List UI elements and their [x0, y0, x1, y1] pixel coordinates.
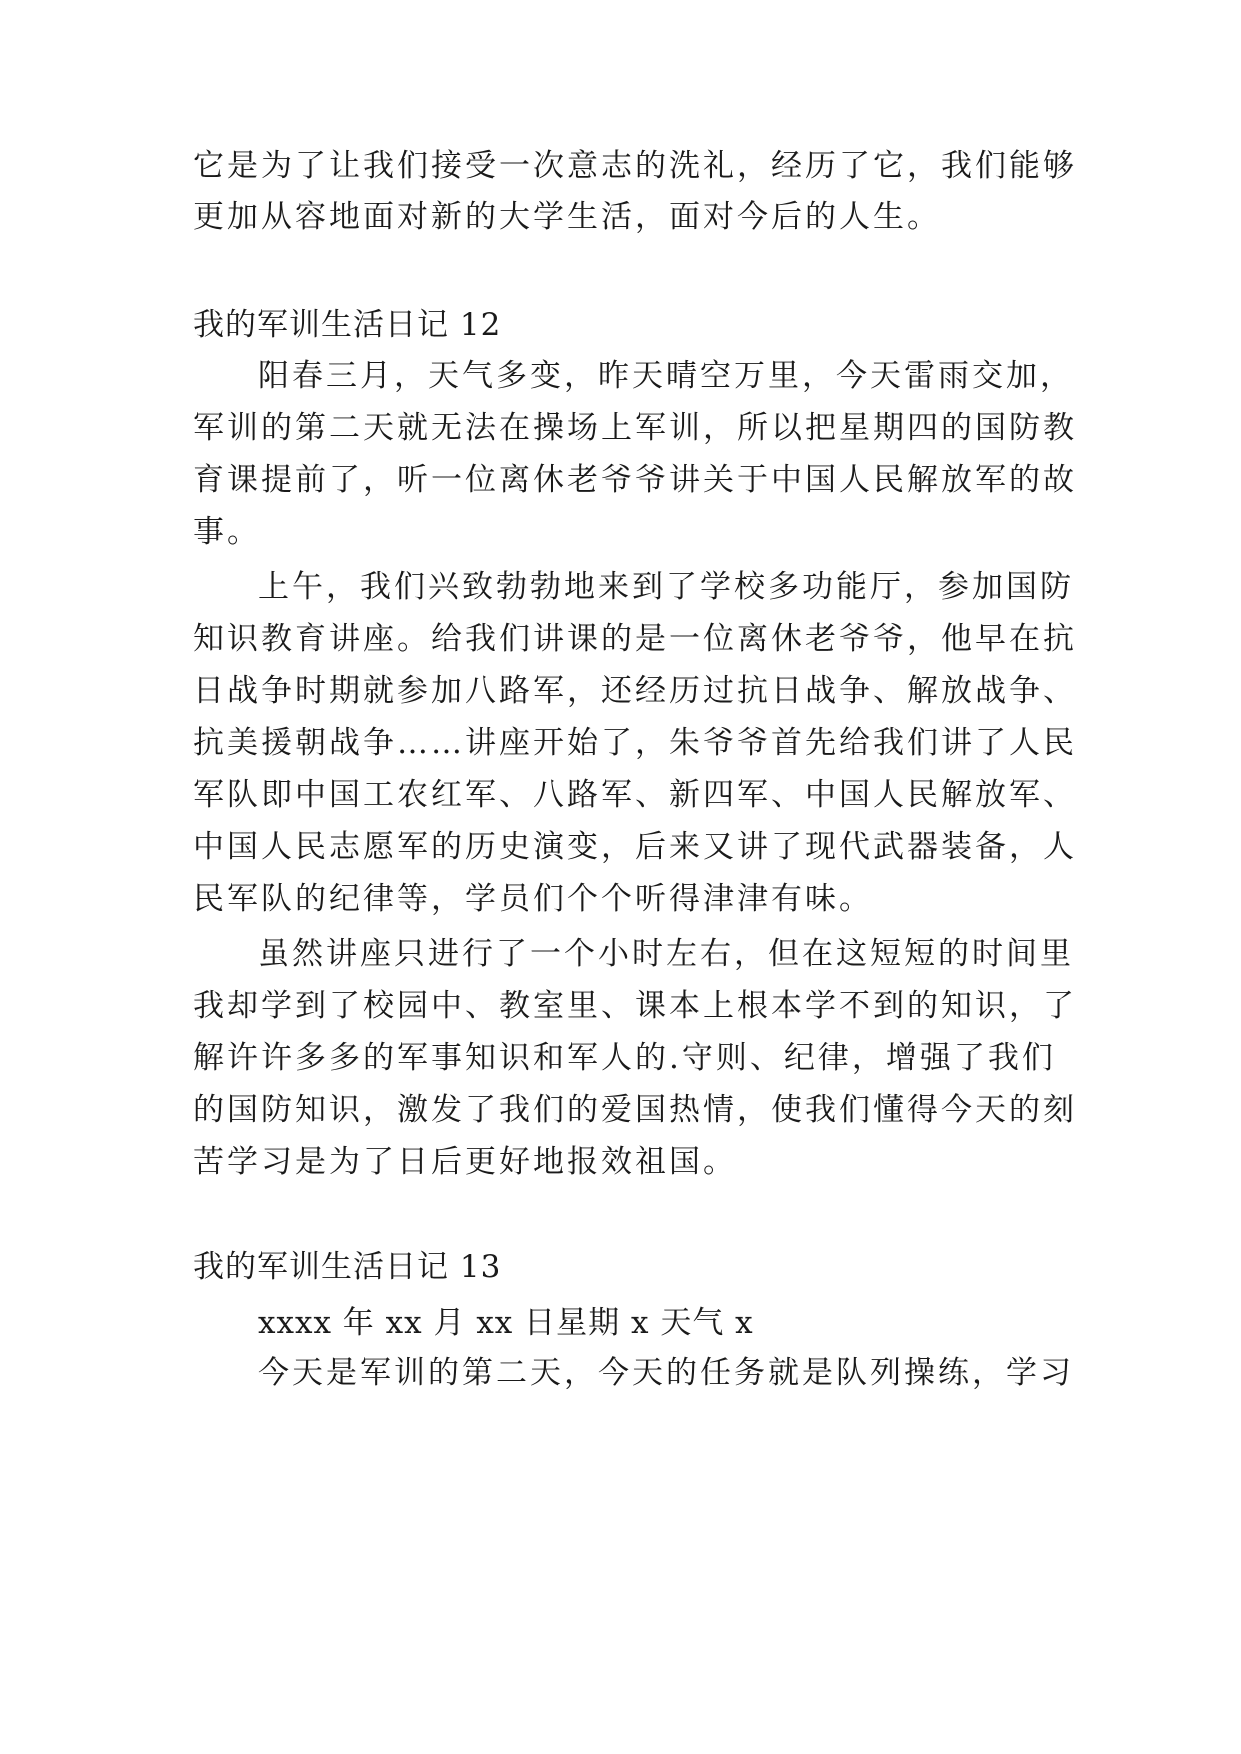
s12-p3-line-5: 苦学习是为了日后更好地报效祖国。	[193, 1144, 737, 1180]
s12-p2-line-2: 知识教育讲座。给我们讲课的是一位离休老爷爷，他早在抗	[193, 621, 1077, 657]
s12-p1-line-3: 育课提前了，听一位离休老爷爷讲关于中国人民解放军的故	[193, 462, 1077, 498]
intro-line-2: 更加从容地面对新的大学生活，面对今后的人生。	[193, 199, 941, 235]
s12-p2-line-4: 抗美援朝战争……讲座开始了，朱爷爷首先给我们讲了人民	[193, 725, 1077, 761]
s12-p2-line-7: 民军队的纪律等，学员们个个听得津津有味。	[193, 881, 873, 917]
s13-p1-line-1: 今天是军训的第二天，今天的任务就是队列操练，学习	[258, 1355, 1074, 1391]
s12-p1-line-4: 事。	[193, 514, 261, 550]
s12-p2-line-3: 日战争时期就参加八路军，还经历过抗日战争、解放战争、	[193, 673, 1077, 709]
s12-p1-line-2: 军训的第二天就无法在操场上军训，所以把星期四的国防教	[193, 410, 1077, 446]
s13-date-line: xxxx 年 xx 月 xx 日星期 x 天气 x	[258, 1305, 754, 1341]
s12-p2-line-6: 中国人民志愿军的历史演变，后来又讲了现代武器装备，人	[193, 829, 1077, 865]
s12-p3-line-3: 解许许多多的军事知识和军人的.守则、纪律，增强了我们	[193, 1040, 1056, 1076]
section-12-title: 我的军训生活日记 12	[193, 307, 502, 343]
section-13-title: 我的军训生活日记 13	[193, 1249, 502, 1285]
intro-line-1: 它是为了让我们接受一次意志的洗礼，经历了它，我们能够	[193, 148, 1077, 184]
s12-p2-line-5: 军队即中国工农红军、八路军、新四军、中国人民解放军、	[193, 777, 1077, 813]
s12-p1-line-1: 阳春三月，天气多变，昨天晴空万里，今天雷雨交加，	[258, 358, 1074, 394]
s12-p3-line-2: 我却学到了校园中、教室里、课本上根本学不到的知识，了	[193, 988, 1077, 1024]
s12-p2-line-1: 上午，我们兴致勃勃地来到了学校多功能厅，参加国防	[258, 569, 1074, 605]
s12-p3-line-4: 的国防知识，激发了我们的爱国热情，使我们懂得今天的刻	[193, 1092, 1077, 1128]
s12-p3-line-1: 虽然讲座只进行了一个小时左右，但在这短短的时间里	[258, 936, 1074, 972]
